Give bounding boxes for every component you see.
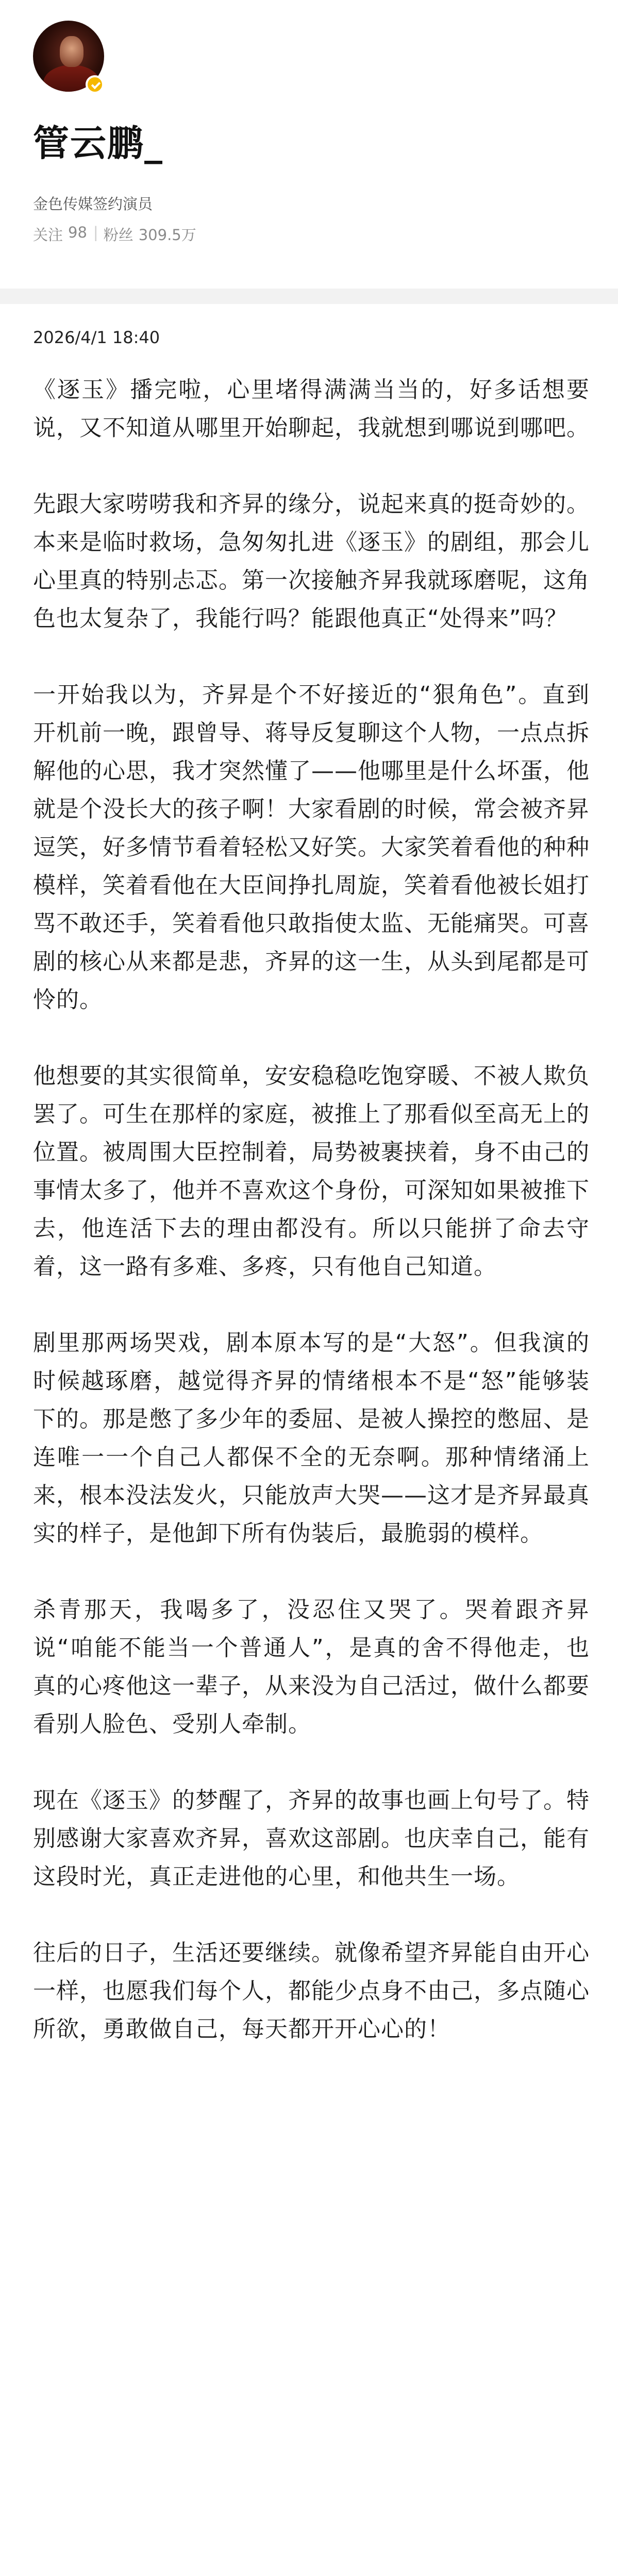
following-count[interactable]: 98 — [68, 224, 87, 241]
post-paragraph: 往后的日子，生活还要继续。就像希望齐昇能自由开心一样，也愿我们每个人，都能少点身不由己，多点随心所欲，勇敢做自己，每天都开开心心的！ — [33, 1940, 590, 2042]
post-paragraph: 他想要的其实很简单，安安稳稳吃饱穿暖、不被人欺负罢了。可生在那样的家庭，被推上了那看似至高无上的位置。被周围大臣控制着，局势被裹挟着，身不由己的事情太多了，他并不喜欢这个身份，可深知如果被推下去，他连活下去的理由都没有。所以只能拼了命去守着，这一路有多难、多疼，只有他自己知道。 — [33, 1063, 590, 1280]
following-label[interactable]: 关注 — [33, 226, 63, 244]
post-paragraph: 一开始我以为，齐昇是个不好接近的“狠角色”。直到开机前一晚，跟曾导、蒋导反复聊这个人物，一点点拆解他的心思，我才突然懂了——他哪里是什么坏蛋，他就是个没长大的孩子啊！大家看剧的时候，常会被齐昇逗笑，好多情节看着轻松又好笑。大家笑着看他的种种模样，笑着看他在大臣间挣扎周旋，笑着看他被长姐打骂不敢还手，笑着看他只敢指使太监、无能痛哭。可喜剧的核心从来都是悲，齐昇的这一生，从头到尾都是可怜的。 — [33, 682, 590, 1013]
post-paragraph: 现在《逐玉》的梦醒了，齐昇的故事也画上句号了。特别感谢大家喜欢齐昇，喜欢这部剧。也庆幸自己，能有这段时光，真正走进他的心里，和他共生一场。 — [33, 1787, 590, 1890]
bio: 金色传媒签约演员 — [33, 195, 153, 213]
section-divider — [0, 289, 618, 304]
followers-label[interactable]: 粉丝 — [103, 226, 133, 244]
post-paragraph: 《逐玉》播完啦，心里堵得满满当当的，好多话想要说，又不知道从哪里开始聊起，我就想到哪说到哪吧。 — [33, 377, 590, 441]
profile-header — [0, 0, 618, 289]
avatar-face — [60, 36, 83, 67]
profile-stats — [33, 224, 202, 245]
username[interactable]: 管云鹏_ — [33, 122, 163, 164]
post-datetime: 2026/4/1 18:40 — [33, 328, 160, 347]
verified-badge-icon — [86, 75, 104, 94]
post-body — [33, 371, 590, 2087]
followers-count[interactable]: 309.5万 — [138, 226, 196, 244]
stats-separator: | — [93, 224, 98, 241]
post-paragraph: 剧里那两场哭戏，剧本原本写的是“大怒”。但我演的时候越琢磨，越觉得齐昇的情绪根本不是“怒”能够装下的。那是憋了多少年的委屈、是被人操控的憋屈、是连唯一一个自己人都保不全的无奈啊。那种情绪涌上来，根本没法发火，只能放声大哭——这才是齐昇最真实的样子，是他卸下所有伪装后，最脆弱的模样。 — [33, 1330, 590, 1547]
post-paragraph: 杀青那天，我喝多了，没忍住又哭了。哭着跟齐昇说“咱能不能当一个普通人”，是真的舍不得他走，也真的心疼他这一辈子，从来没为自己活过，做什么都要看别人脸色、受别人牵制。 — [33, 1597, 590, 1737]
post-paragraph: 先跟大家唠唠我和齐昇的缘分，说起来真的挺奇妙的。本来是临时救场，急匆匆扎进《逐玉》的剧组，那会儿心里真的特别忐忑。第一次接触齐昇我就琢磨呢，这角色也太复杂了，我能行吗？能跟他真正“处得来”吗？ — [33, 491, 590, 632]
